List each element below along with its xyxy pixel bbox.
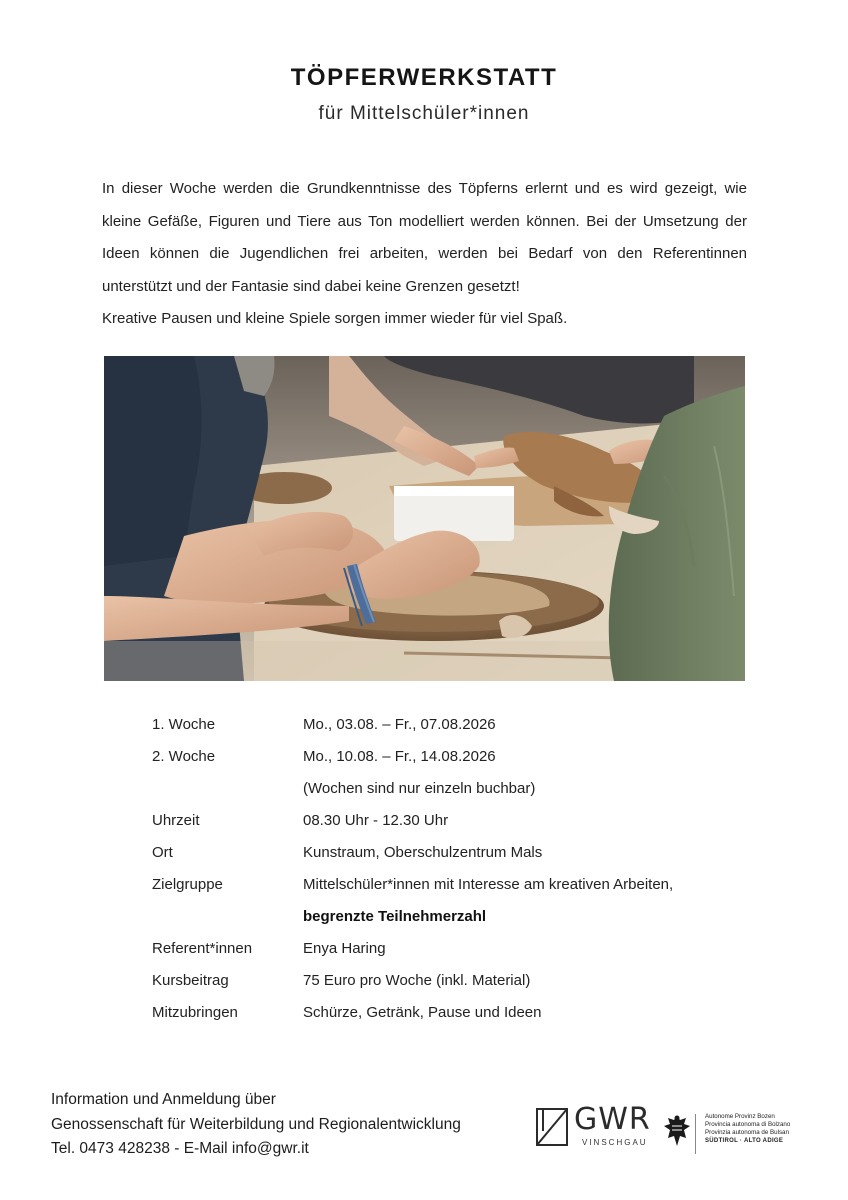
contact-line-intro: Information und Anmeldung über: [51, 1091, 276, 1108]
detail-label: 2. Woche: [152, 747, 216, 765]
province-name-lad: Provinzia autonoma de Bulsan: [705, 1129, 789, 1136]
province-logo: [662, 1112, 812, 1156]
gwr-mark-icon: [535, 1107, 569, 1147]
detail-value: Mo., 03.08. – Fr., 07.08.2026: [303, 715, 496, 733]
course-details: [152, 708, 772, 1028]
intro-closing: Kreative Pausen und kleine Spiele sorgen immer wieder für viel Spaß.: [102, 310, 568, 327]
detail-value: 08.30 Uhr - 12.30 Uhr: [303, 811, 449, 829]
page-subtitle: für Mittelschüler*innen: [318, 103, 530, 124]
detail-row-bring-along: [152, 996, 772, 1028]
pottery-workshop-photo: [104, 356, 745, 681]
detail-value: begrenzte Teilnehmerzahl: [303, 907, 487, 925]
province-name-de: Autonome Provinz Bozen: [705, 1113, 775, 1120]
contact-info: [51, 1088, 521, 1162]
detail-label: Uhrzeit: [152, 811, 200, 829]
gwr-logo: [535, 1102, 651, 1151]
detail-row-booking-note: [152, 772, 772, 804]
detail-value: Schürze, Getränk, Pause und Ideen: [303, 1003, 542, 1021]
detail-value: Mo., 10.08. – Fr., 14.08.2026: [303, 747, 496, 765]
detail-label: Zielgruppe: [152, 875, 223, 893]
page-title: TÖPFERWERKSTATT: [290, 64, 558, 91]
contact-line-organisation: Genossenschaft für Weiterbildung und Regionalentwicklung: [51, 1115, 461, 1133]
province-tag: SÜDTIROL · ALTO ADIGE: [705, 1138, 784, 1144]
gwr-subtitle: VINSCHGAU: [582, 1138, 648, 1147]
province-text: [705, 1113, 790, 1145]
detail-row-speakers: [152, 932, 772, 964]
detail-label: 1. Woche: [152, 715, 216, 733]
detail-value: Mittelschüler*innen mit Interesse am kreativen Arbeiten,: [303, 875, 674, 893]
gwr-name: GWR: [574, 1102, 651, 1137]
detail-row-week-1: [152, 708, 772, 740]
detail-value: Kunstraum, Oberschulzentrum Mals: [303, 843, 543, 861]
detail-row-time: [152, 804, 772, 836]
detail-label: Mitzubringen: [152, 1003, 238, 1021]
detail-row-week-2: [152, 740, 772, 772]
province-name-it: Provincia autonoma di Bolzano: [705, 1121, 791, 1128]
detail-label: Referent*innen: [152, 939, 253, 957]
detail-row-target-group: [152, 868, 772, 900]
detail-row-location: [152, 836, 772, 868]
intro-text: [102, 173, 747, 336]
detail-label: Kursbeitrag: [152, 971, 229, 989]
province-divider: [695, 1114, 696, 1154]
detail-value: 75 Euro pro Woche (inkl. Material): [303, 971, 531, 989]
eagle-coat-of-arms-icon: [662, 1112, 692, 1150]
contact-line-phone-email: Tel. 0473 428238 - E-Mail info@gwr.it: [51, 1140, 309, 1157]
detail-label: Ort: [152, 843, 173, 861]
intro-paragraph: In dieser Woche werden die Grundkenntnisse des Töpferns erlernt und es wird gezeigt, wie kleine Gefäße, Figuren und Tiere aus Ton modelliert werden können. Bei der Umsetzung der Ideen können die Jugendlichen frei arbeiten, werden bei Bedarf von den Referentinnen unterstützt und der Fantasie sind dabei keine Grenzen gesetzt!: [102, 180, 747, 295]
detail-row-limited-participants: [152, 900, 772, 932]
detail-value: (Wochen sind nur einzeln buchbar): [303, 779, 536, 797]
detail-value: Enya Haring: [303, 939, 386, 957]
detail-row-fee: [152, 964, 772, 996]
